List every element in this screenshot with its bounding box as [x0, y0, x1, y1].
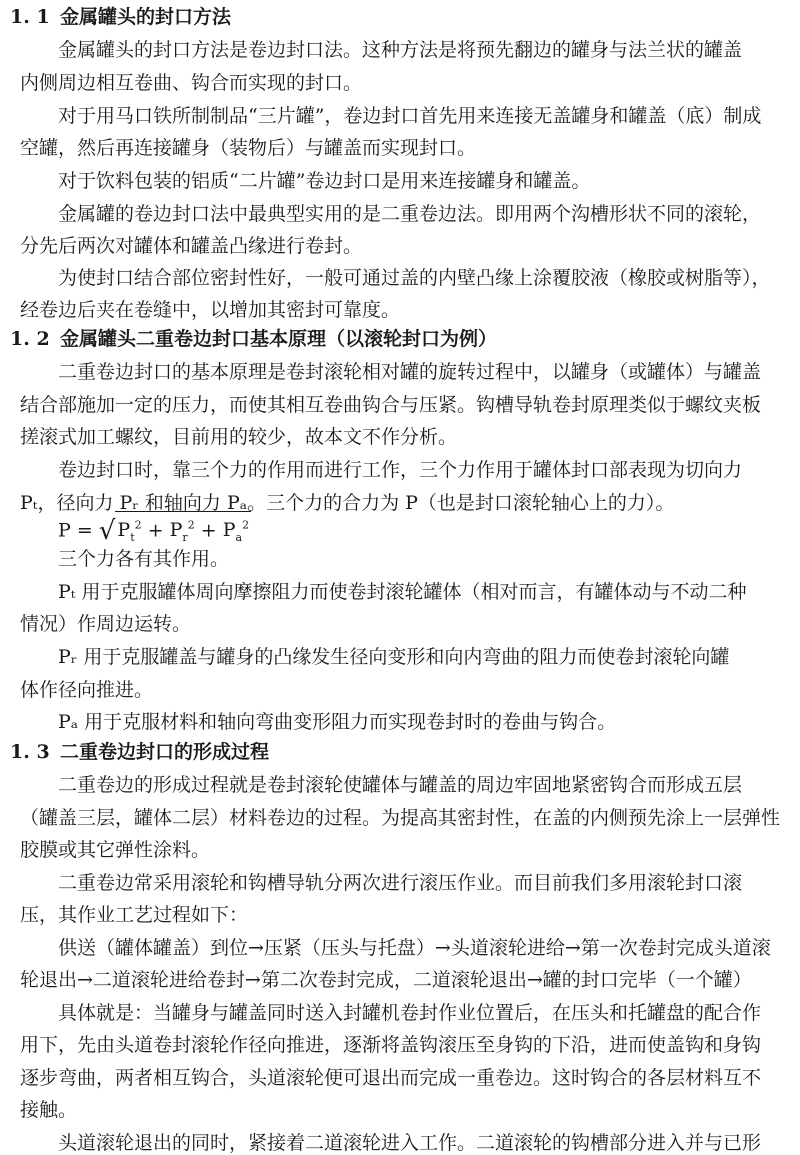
- paragraph-line: 体作径向推进。: [20, 679, 154, 701]
- formula-equals: =: [76, 519, 93, 542]
- paragraph-line: 经卷边后夹在卷缝中，以增加其密封可靠度。: [20, 299, 401, 321]
- section-number: 1. 2: [10, 328, 50, 350]
- square-root-icon: √: [98, 516, 116, 547]
- paragraph-line: 分先后两次对罐体和罐盖凸缘进行卷封。: [20, 235, 363, 257]
- formula-plus: +: [200, 519, 217, 542]
- paragraph-line: Pₜ 用于克服罐体周向摩擦阻力而使卷封滚轮罐体（相对而言，有罐体动与不动二种: [58, 581, 747, 603]
- paragraph-line: Pₜ，径向力 Pᵣ 和轴向力 Pₐ。三个力的合力为 P（也是封口滚轮轴心上的力）。: [20, 492, 675, 514]
- paragraph-line: Pᵣ 用于克服罐盖与罐身的凸缘发生径向变形和向内弯曲的阻力而使卷封滚轮向罐: [58, 646, 730, 668]
- formula-term-pr: $P_r^2$: [169, 519, 195, 545]
- paragraph-line: 内侧周边相互卷曲、钩合而实现的封口。: [20, 72, 363, 94]
- section-title: 金属罐头的封口方法: [60, 6, 232, 28]
- paragraph-line: 金属罐的卷边封口法中最典型实用的是二重卷边法。即用两个沟槽形状不同的滚轮，: [58, 203, 762, 225]
- paragraph-line: 二重卷边封口的基本原理是卷封滚轮相对罐的旋转过程中，以罐身（或罐体）与罐盖: [58, 361, 762, 383]
- paragraph-line: 头道滚轮退出的同时，紧接着二道滚轮进入工作。二道滚轮的钩槽部分进入并与已形: [58, 1132, 762, 1154]
- paragraph-line: 结合部施加一定的压力，而使其相互卷曲钩合与压紧。钩槽导轨卷封原理类似于螺纹夹板: [20, 394, 762, 416]
- paragraph-line: 卷边封口时，靠三个力的作用而进行工作，三个力作用于罐体封口部表现为切向力: [58, 459, 743, 481]
- paragraph-line: 二重卷边常采用滚轮和钩槽导轨分两次进行滚压作业。而目前我们多用滚轮封口滚: [58, 872, 743, 894]
- paragraph-line: 为使封口结合部位密封性好，一般可通过盖的内壁凸缘上涂覆胶液（橡胶或树脂等），: [58, 267, 771, 289]
- resultant-force-formula: [58, 511, 251, 545]
- formula-lhs: P: [58, 519, 71, 542]
- paragraph-line: （罐盖三层，罐体二层）材料卷边的过程。为提高其密封性，在盖的内侧预先涂上一层弹性: [20, 807, 781, 829]
- paragraph-line: 对于饮料包装的铝质“二片罐”卷边封口是用来连接罐身和罐盖。: [58, 170, 591, 192]
- paragraph-line: 搓滚式加工螺纹，目前用的较少，故本文不作分析。: [20, 426, 458, 448]
- paragraph-line: 胶膜或其它弹性涂料。: [20, 839, 211, 861]
- formula-term-pt: $P_t^2$: [117, 519, 142, 545]
- paragraph-line: 情况）作周边运转。: [20, 613, 192, 635]
- section-heading: [10, 740, 800, 764]
- paragraph-line: 空罐，然后再连接罐身（装物后）与罐盖而实现封口。: [20, 137, 477, 159]
- paragraph-line: 用下，先由头道卷封滚轮作径向推进，逐渐将盖钩滚压至身钩的下沿，进而使盖钩和身钩: [20, 1034, 762, 1056]
- paragraph-line: 逐步弯曲，两者相互钩合，头道滚轮便可退出而完成一重卷边。这时钩合的各层材料互不: [20, 1067, 762, 1089]
- paragraph-line: 压，其作业工艺过程如下：: [20, 904, 249, 926]
- paragraph-line: Pₐ 用于克服材料和轴向弯曲变形阻力而实现卷封时的卷曲与钩合。: [58, 711, 617, 733]
- paragraph-line: 三个力各有其作用。: [58, 548, 230, 570]
- formula-term-pa: $P_a^2$: [222, 519, 250, 545]
- section-number: 1. 3: [10, 741, 50, 763]
- paragraph-line: 具体就是：当罐身与罐盖同时送入封罐机卷封作业位置后，在压头和托罐盘的配合作: [58, 1002, 762, 1024]
- section-heading: [10, 327, 800, 351]
- section-heading: [10, 5, 800, 29]
- paragraph-line: 二重卷边的形成过程就是卷封滚轮使罐体与罐盖的周边牢固地紧密钩合而形成五层: [58, 774, 743, 796]
- section-number: 1. 1: [10, 6, 50, 28]
- formula-radicand: [115, 511, 251, 550]
- formula-plus: +: [147, 519, 164, 542]
- paragraph-line: 供送（罐体罐盖）到位→压紧（压头与托盘）→头道滚轮进给→第一次卷封完成头道滚: [58, 937, 771, 959]
- section-title: 金属罐头二重卷边封口基本原理（以滚轮封口为例）: [60, 328, 498, 350]
- paragraph-line: 金属罐头的封口方法是卷边封口法。这种方法是将预先翻边的罐身与法兰状的罐盖: [58, 39, 743, 61]
- paragraph-line: 接触。: [20, 1099, 78, 1121]
- paragraph-line: 轮退出→二道滚轮进给卷封→第二次卷封完成，二道滚轮退出→罐的封口完毕（一个罐）: [20, 969, 752, 991]
- paragraph-line: 对于用马口铁所制制品“三片罐”，卷边封口首先用来连接无盖罐身和罐盖（底）制成: [58, 105, 762, 127]
- section-title: 二重卷边封口的形成过程: [60, 741, 270, 763]
